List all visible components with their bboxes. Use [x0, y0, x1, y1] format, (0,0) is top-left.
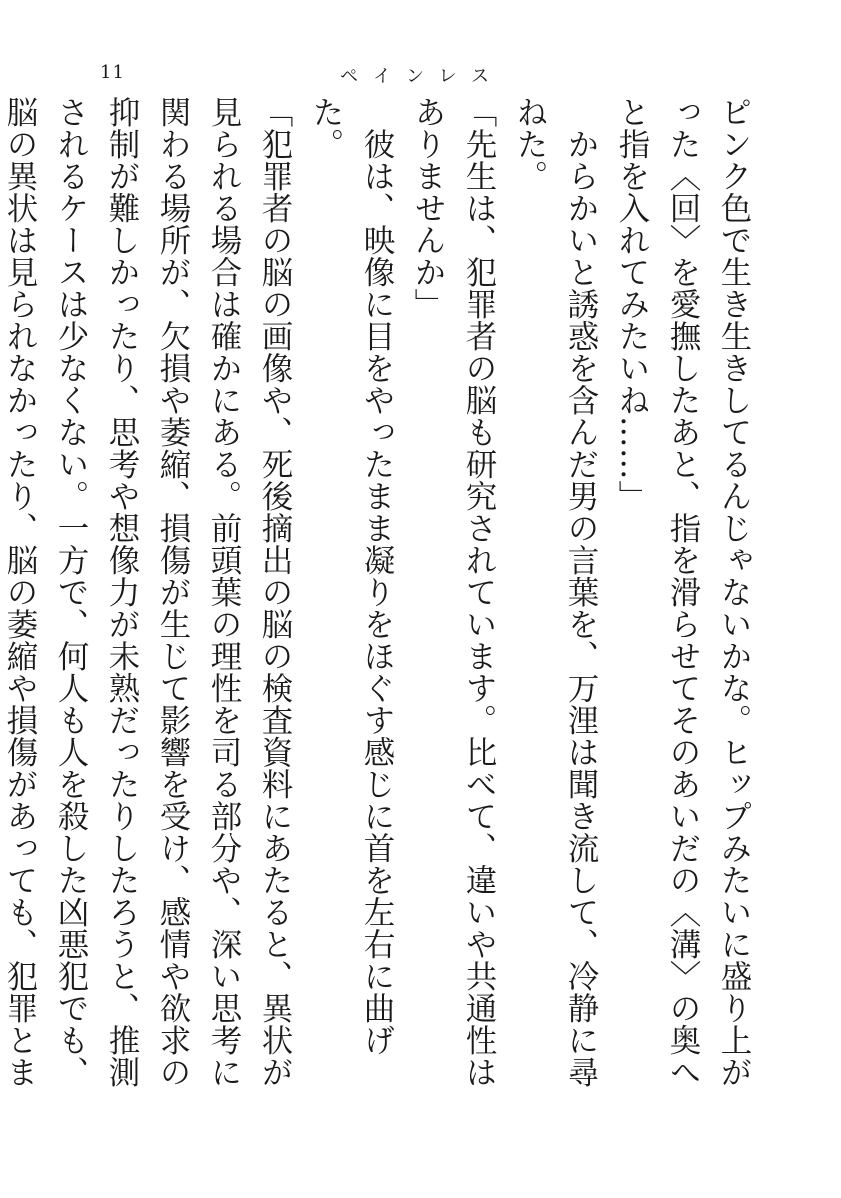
paragraph: ピンク色で生き生きしてるんじゃないかな。ヒップみたいに盛り上がった〈回〉を愛撫したあと、指を滑らせてそのあいだの〈溝〉の奥へと指を入れてみたいね……」: [614, 96, 752, 1088]
body-text: [2, 96, 759, 1106]
paragraph: 「犯罪者の脳の画像や、死後摘出の脳の検査資料にあたると、異状が見られる場合は確かにある。前頭葉の理性を司る部分や、深い思考に関わる場所が、欠損や萎縮、損傷が生じて影響を受け、感情や欲求の抑制が難しかったり、思考や想像力が未熟だったりしたろうと、推測されるケースは少なくない。一方で、何人も人を殺した凶悪犯でも、脳の異状は見られなかったり、脳の萎縮や損傷があっても、犯罪とま: [2, 96, 293, 1088]
paragraph: からかいと誘惑を含んだ男の言葉を、万浬は聞き流して、冷静に尋ねた。: [512, 96, 599, 1088]
paragraph: 「先生は、犯罪者の脳も研究されています。比べて、違いや共通性はありませんか」: [410, 96, 497, 1088]
running-title: ペインレス: [340, 66, 505, 87]
paragraph: 彼は、映像に目をやったまま凝りをほぐす感じに首を左右に曲げた。: [308, 96, 395, 1056]
page-number: 11: [100, 62, 125, 83]
